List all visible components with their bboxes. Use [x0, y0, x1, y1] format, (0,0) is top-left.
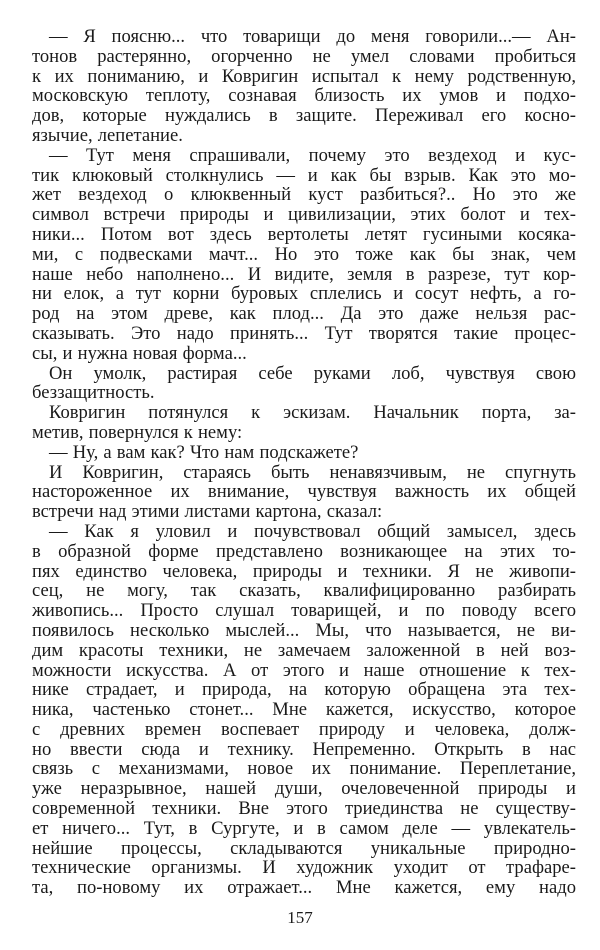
- text-line: связь с механизмами, новое их понимание. Переплетание,: [32, 758, 576, 780]
- text-line: сы, и нужна новая форма...: [32, 342, 247, 364]
- text-line: в образной форме представлено возникающее на этих то-: [32, 540, 576, 562]
- text-line: беззащитность.: [32, 382, 155, 404]
- text-line: современной техники. Вне этого триединства не существу-: [32, 798, 576, 820]
- text-line: язычие, лепетание.: [32, 124, 183, 146]
- text-line: ни елок, а тут корни буровых сплелись и сосут нефть, а го-: [32, 283, 576, 305]
- text-line: к их пониманию, и Ковригин испытал к нему родственную,: [32, 65, 576, 87]
- text-line: ники... Потом вот здесь вертолеты летят гусиными косяка-: [32, 223, 576, 245]
- text-line: но ввести сюда и технику. Непременно. Открыть в нас: [32, 738, 576, 760]
- page-body-text: [32, 27, 576, 898]
- page-number: 157: [287, 908, 313, 927]
- text-line: уже неразрывное, нашей души, очеловеченной природы и: [32, 778, 576, 800]
- text-line: сказывать. Это надо принять... Тут творятся такие процес-: [32, 322, 576, 344]
- text-line: дов, которые нуждались в защите. Переживал его косно-: [32, 105, 576, 127]
- text-line: род на этом древе, как плод... Да это даже нельзя рас-: [32, 303, 576, 325]
- text-line: встречи над этими листами картона, сказал:: [32, 501, 383, 523]
- text-line: живопись... Просто слушал товарищей, и по поводу всего: [32, 600, 576, 622]
- text-line: пях единство человека, природы и техники. Я не живопи-: [32, 560, 576, 582]
- text-line: тонов растерянно, огорченно не умел словами пробиться: [32, 45, 576, 67]
- text-line: Ковригин потянулся к эскизам. Начальник порта, за-: [49, 402, 576, 424]
- text-line: дим красоты техники, не замечаем заложенной в ней воз-: [32, 639, 576, 661]
- text-line: наше небо наполнено... И видите, земля в разрезе, тут кор-: [32, 263, 576, 285]
- text-line: нейшие процессы, складываются уникальные природно-: [32, 837, 576, 859]
- text-line: — Как я уловил и почувствовал общий замысел, здесь: [49, 520, 576, 542]
- text-line: московскую теплоту, сознавая близость их умов и подхо-: [32, 85, 576, 107]
- text-line: нике страдает, и природа, на которую обращена эта тех-: [32, 679, 576, 701]
- text-line: ника, частенько стонет... Мне кажется, искусство, которое: [32, 699, 576, 721]
- text-line: появилось несколько мыслей... Мы, что называется, не ви-: [32, 619, 576, 641]
- text-line: символ встречи природы и цивилизации, этих болот и тех-: [32, 204, 576, 226]
- text-line: можности искусства. А от этого и наше отношение к тех-: [32, 659, 576, 681]
- text-line: ет ничего... Тут, в Сургуте, и в самом деле — увлекатель-: [32, 817, 576, 839]
- text-line: метив, повернулся к нему:: [32, 421, 243, 443]
- text-line: Он умолк, растирая себе руками лоб, чувствуя свою: [49, 362, 576, 384]
- text-line: сец, не могу, так сказать, квалифицированно разбирать: [32, 580, 576, 602]
- text-line: настороженное их внимание, чувствуя важность их общей: [32, 481, 576, 503]
- text-line: жет вездеход о клюквенный куст разбиться?.. Но это же: [32, 184, 576, 206]
- text-line: ми, с подвесками мачт... Но это тоже как бы знак, чем: [32, 243, 576, 265]
- text-line: та, по-новому их отражает... Мне кажется, ему надо: [32, 877, 576, 899]
- text-line: технические организмы. И художник уходит от трафаре-: [32, 857, 576, 879]
- text-line: с древних времен воспевает природу и человека, долж-: [32, 718, 576, 740]
- text-line: — Тут меня спрашивали, почему это вездеход и кус-: [49, 144, 576, 166]
- text-line: — Я поясню... что товарищи до меня говорили...— Ан-: [49, 26, 576, 47]
- text-line: И Ковригин, стараясь быть ненавязчивым, не спугнуть: [49, 461, 576, 483]
- text-line: — Ну, а вам как? Что нам подскажете?: [49, 441, 359, 463]
- text-line: тик клюковый столкнулись — и как бы взрыв. Как это мо-: [32, 164, 576, 186]
